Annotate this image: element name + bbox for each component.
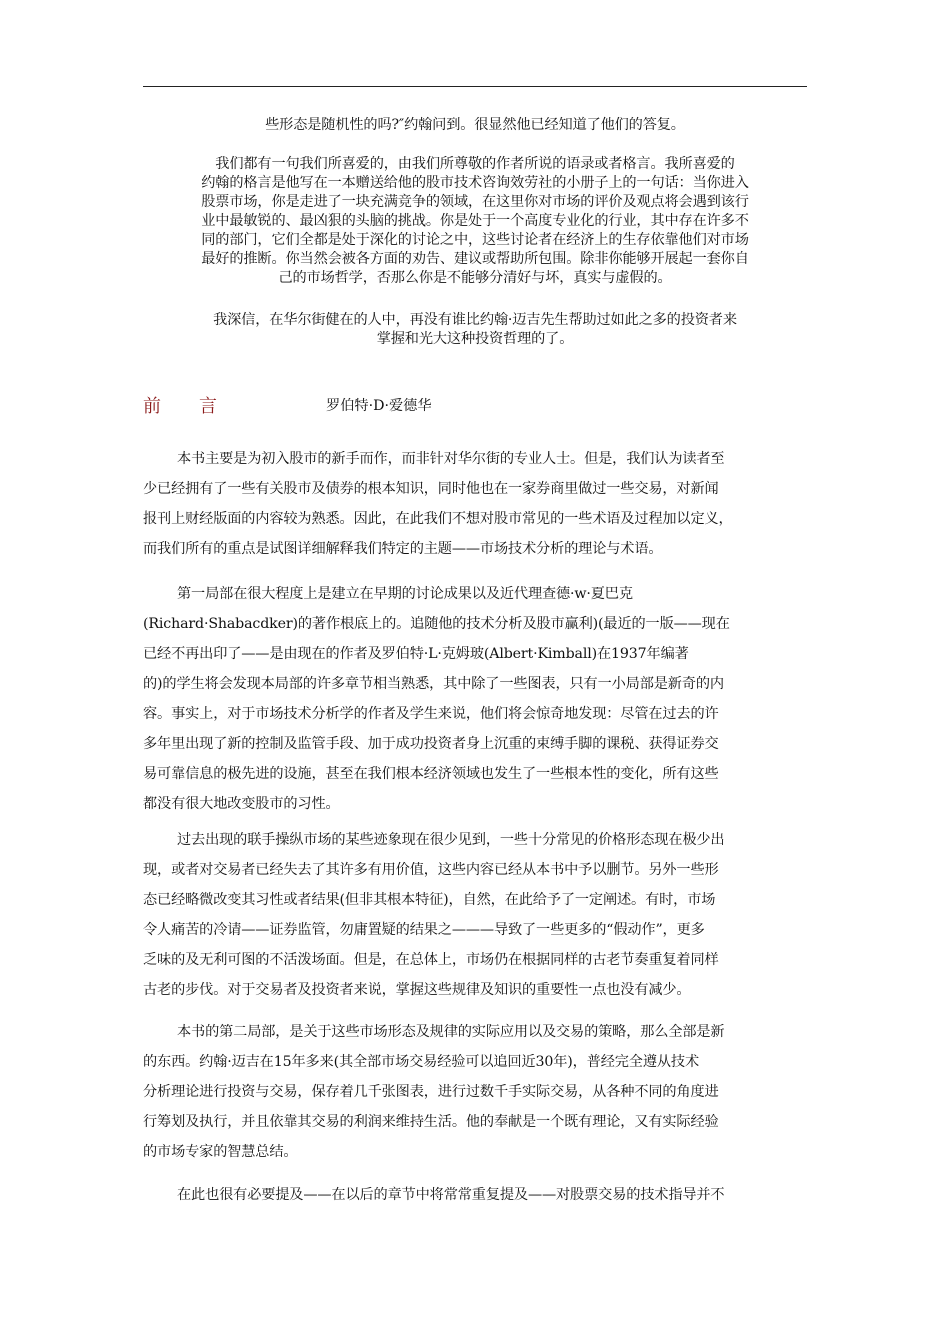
intro-paragraph-3	[143, 311, 807, 349]
text-line: 业中最敏锐的、最凶狠的头脑的挑战。你是处于一个高度专业化的行业，其中存在许多不	[201, 213, 749, 229]
text-line: 的市场专家的智慧总结。	[143, 1144, 298, 1160]
text-line: 报刊上财经版面的内容较为熟悉。因此，在此我们不想对股市常见的一些术语及过程加以定义，	[143, 511, 733, 527]
text-line: 行筹划及执行，并且依靠其交易的利润来维持生活。他的奉献是一个既有理论，又有实际经验	[143, 1114, 719, 1130]
text-line: 本书主要是为初入股市的新手而作，而非针对华尔街的专业人士。但是，我们认为读者至	[177, 451, 725, 467]
heading-char: 前	[143, 396, 161, 417]
intro-paragraph-2	[143, 155, 807, 288]
text-line: 乏味的及无利可图的不活泼场面。但是，在总体上，市场仍在根据同样的古老节奏重复着同样	[143, 952, 719, 968]
preface-author: 罗伯特·D·爱德华	[326, 398, 432, 414]
text-line: 易可靠信息的极先进的设施，甚至在我们根本经济领域也发生了一些根本性的变化，所有这些	[143, 766, 719, 782]
text-line: 令人痛苦的冷请——证券监管，勿庸置疑的结果之———导致了一些更多的“假动作”，更多	[143, 922, 705, 938]
text-line: 掌握和光大这种投资哲理的了。	[376, 331, 574, 347]
text-line: 已经不再出印了——是由现在的作者及罗伯特·L·克姆玻(Albert·Kimball)在1937年编著	[143, 646, 689, 662]
text-line: 最好的推断。你当然会被各方面的劝告、建议或帮助所包围。除非你能够开展起一套你自	[201, 251, 749, 267]
heading-char: 言	[199, 396, 217, 417]
preface-paragraph-5	[143, 1180, 807, 1210]
text-line: 都没有很大地改变股市的习性。	[143, 796, 340, 812]
text-line: 在此也很有必要提及——在以后的章节中将常常重复提及——对股票交易的技术指导并不	[177, 1187, 725, 1203]
text-line: 少已经拥有了一些有关股市及债券的根本知识，同时他也在一家券商里做过一些交易，对新闻	[143, 481, 719, 497]
text-line: 多年里出现了新的控制及监管手段、加于成功投资者身上沉重的束缚手脚的课税、获得证券交	[143, 736, 719, 752]
text-line: 古老的步伐。对于交易者及投资者来说，掌握这些规律及知识的重要性一点也没有减少。	[143, 982, 691, 998]
text-line: 我深信，在华尔街健在的人中，再没有谁比约翰·迈吉先生帮助过如此之多的投资者来	[213, 312, 737, 328]
preface-paragraph-3	[143, 825, 807, 1005]
preface-heading	[143, 392, 217, 418]
text-line: 态已经略微改变其习性或者结果(但非其根本特征)，自然，在此给予了一定阐述。有时，市场	[143, 892, 716, 908]
text-line: 同的部门，它们全都是处于深化的讨论之中，这些讨论者在经济上的生存依靠他们对市场	[201, 232, 749, 248]
preface-paragraph-4	[143, 1017, 807, 1167]
text-line: 过去出现的联手操纵市场的某些迹象现在很少见到，一些十分常见的价格形态现在极少出	[177, 832, 725, 848]
top-rule	[143, 86, 807, 87]
text-line: 本书的第二局部，是关于这些市场形态及规律的实际应用以及交易的策略，那么全部是新	[177, 1024, 725, 1040]
text-line: 现，或者对交易者已经失去了其许多有用价值，这些内容已经从本书中予以删节。另外一些形	[143, 862, 719, 878]
text-line: 的东西。约翰·迈吉在15年多来(其全部市场交易经验可以追回近30年)，普经完全遵从技术	[143, 1054, 699, 1070]
preface-paragraph-2	[143, 579, 807, 819]
text-line: 些形态是随机性的吗?″约翰问到。很显然他已经知道了他们的答复。	[265, 117, 685, 133]
text-line: 我们都有一句我们所喜爱的，由我们所尊敬的作者所说的语录或者格言。我所喜爱的	[215, 156, 735, 172]
text-line: 的)的学生将会发现本局部的许多章节相当熟悉，其中除了一些图表，只有一小局部是新奇的内	[143, 676, 724, 692]
preface-paragraph-1	[143, 444, 807, 564]
text-line: 容。事实上，对于市场技术分析学的作者及学生来说，他们将会惊奇地发现：尽管在过去的许	[143, 706, 719, 722]
text-line: 己的市场哲学，否那么你是不能够分清好与坏，真实与虚假的。	[278, 270, 672, 286]
text-line: 而我们所有的重点是试图详细解释我们特定的主题——市场技术分析的理论与术语。	[143, 541, 663, 557]
text-line: (Richard·Shabacdker)的著作根底上的。追随他的技术分析及股市赢利)(最近的一版——现在	[143, 616, 730, 632]
text-line: 第一局部在很大程度上是建立在早期的讨论成果以及近代理查德·w·夏巴克	[177, 586, 633, 602]
text-line: 约翰的格言是他写在一本赠送给他的股市技术咨询效劳社的小册子上的一句话：当你进入	[201, 175, 749, 191]
text-line: 分析理论进行投资与交易，保存着几千张图表，进行过数千手实际交易，从各种不同的角度进	[143, 1084, 719, 1100]
intro-paragraph-1	[143, 116, 807, 135]
text-line: 股票市场，你是走进了一块充满竞争的领域，在这里你对市场的评价及观点将会遇到该行	[201, 194, 749, 210]
